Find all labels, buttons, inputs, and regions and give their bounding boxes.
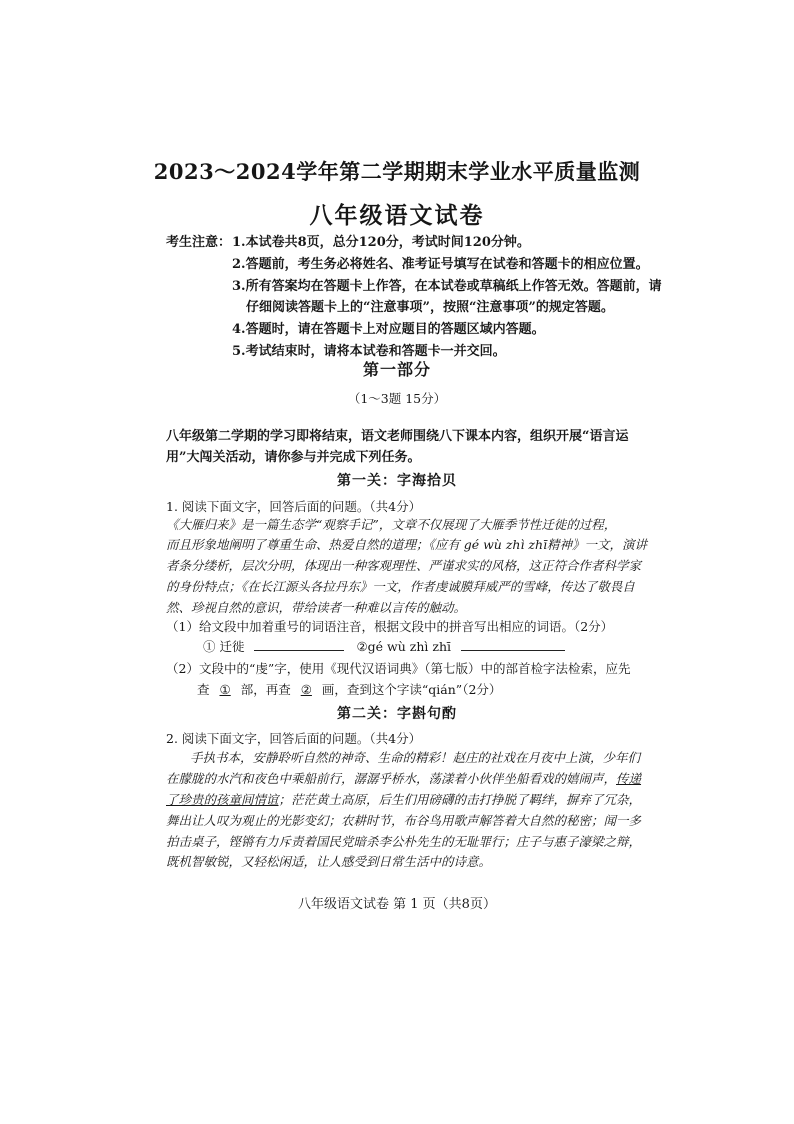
sub1-item-b: ②gé wù zhì zhī [356,639,451,654]
question1-sub2-line2 [197,680,501,698]
sub1-item-a: ① 迁徙 [203,639,245,654]
passage-text: 在朦胧的水汽和夜色中乘船前行，潺潺乎桥水，荡漾着小伙伴坐船看戏的嬉闹声， [166,771,617,786]
intro-line: 用”大闯关活动，请你参与并完成下列任务。 [166,450,421,465]
passage-line [166,769,641,790]
passage-line: 然、珍视自然的意识，带给读者一种难以言传的触动。 [166,600,467,615]
sub2-text: 部，再查 [240,682,291,697]
stage2-title: 第二关：字斟句酌 [337,706,457,722]
exam-title: 2023～2024学年第二学期期末学业水平质量监测 [153,159,641,184]
passage-line: 《大雁归来》是一篇生态学“观察手记”，文章不仅展现了大雁季节性迁徙的过程， [166,517,617,532]
notice-item: 5.考试结束时，请将本试卷和答题卡一并交回。 [232,344,506,359]
question2-title: 2. 阅读下面文字，回答后面的问题。（共4分） [166,731,422,746]
passage-line: 而且形象地阐明了尊重生命、热爱自然的道理；《应有 gé wù zhì zhī精神》一文，演讲 [166,537,648,552]
notice-item: 仔细阅读答题卡上的“注意事项”，按照“注意事项”的规定答题。 [246,300,614,315]
sub2-blank-2: ② [300,682,312,697]
underlined-phrase: 了珍贵的孩童间情谊 [166,792,279,807]
passage-line: 的身份特点；《在长江源头各拉丹东》一文，作者虔诚膜拜威严的雪峰，传达了敬畏自 [166,579,635,594]
passage-text: ；茫茫黄土高原，后生们用磅礴的击打挣脱了羁绊，摒弃了冗杂， [278,792,642,807]
notice-item: 3.所有答案均在答题卡上作答，在本试卷或草稿纸上作答无效。答题前，请 [232,279,662,294]
passage-line: 既机智敏锐，又轻松闲适，让人感受到日常生活中的诗意。 [166,854,492,869]
exam-subtitle: 八年级语文试卷 [309,202,485,229]
intro-line: 八年级第二学期的学习即将结束，语文老师围绕八下课本内容，组织开展“语言运 [166,429,629,444]
passage-line: 手执书本，安静聆听自然的神奇、生命的精彩！赵庄的社戏在月夜中上演，少年们 [190,750,641,765]
question1-title: 1. 阅读下面文字，回答后面的问题。（共4分） [166,499,422,514]
answer-blank [461,638,565,651]
answer-blank [254,638,344,651]
question1-sub2: （2）文段中的“虔”字，使用《现代汉语词典》（第七版）中的部首检字法检索，应先 [166,661,631,676]
passage-line: 者条分缕析，层次分明，体现出一种客观理性、严谨求实的风格，这正符合作者科学家 [166,558,642,573]
passage-line [166,790,641,811]
part-note: （1～3题 15分） [347,391,447,406]
notice-item: 4.答题时，请在答题卡上对应题目的答题区域内答题。 [232,322,545,337]
stage1-title: 第一关：字海拾贝 [337,473,457,489]
notice-label: 考生注意： [166,235,232,250]
sub2-text: 画，查到这个字读“qián”（2分） [321,682,502,697]
part-title: 第一部分 [362,360,431,379]
question1-sub1: （1）给文段中加着重号的词语注音，根据文段中的拼音写出相应的词语。（2分） [166,619,614,634]
page-footer: 八年级语文试卷 第 1 页（共8页） [298,897,496,912]
passage-line: 舞出让人叹为观止的光影变幻；农耕时节，布谷鸟用歌声解答着大自然的秘密；闻一多 [166,813,642,828]
notice-item: 1.本试卷共8页，总分120分，考试时间120分钟。 [232,235,530,250]
question1-sub1-answers [203,637,573,655]
sub2-text: 查 [197,682,210,697]
underlined-phrase: 传递 [616,771,642,786]
notice-item: 2.答题前，考生务必将姓名、准考证号填写在试卷和答题卡的相应位置。 [232,257,649,272]
sub2-blank-1: ① [219,682,231,697]
passage-line: 拍击桌子，铿锵有力斥责着国民党暗杀李公朴先生的无耻罪行；庄子与惠子濠梁之辩， [166,834,642,849]
